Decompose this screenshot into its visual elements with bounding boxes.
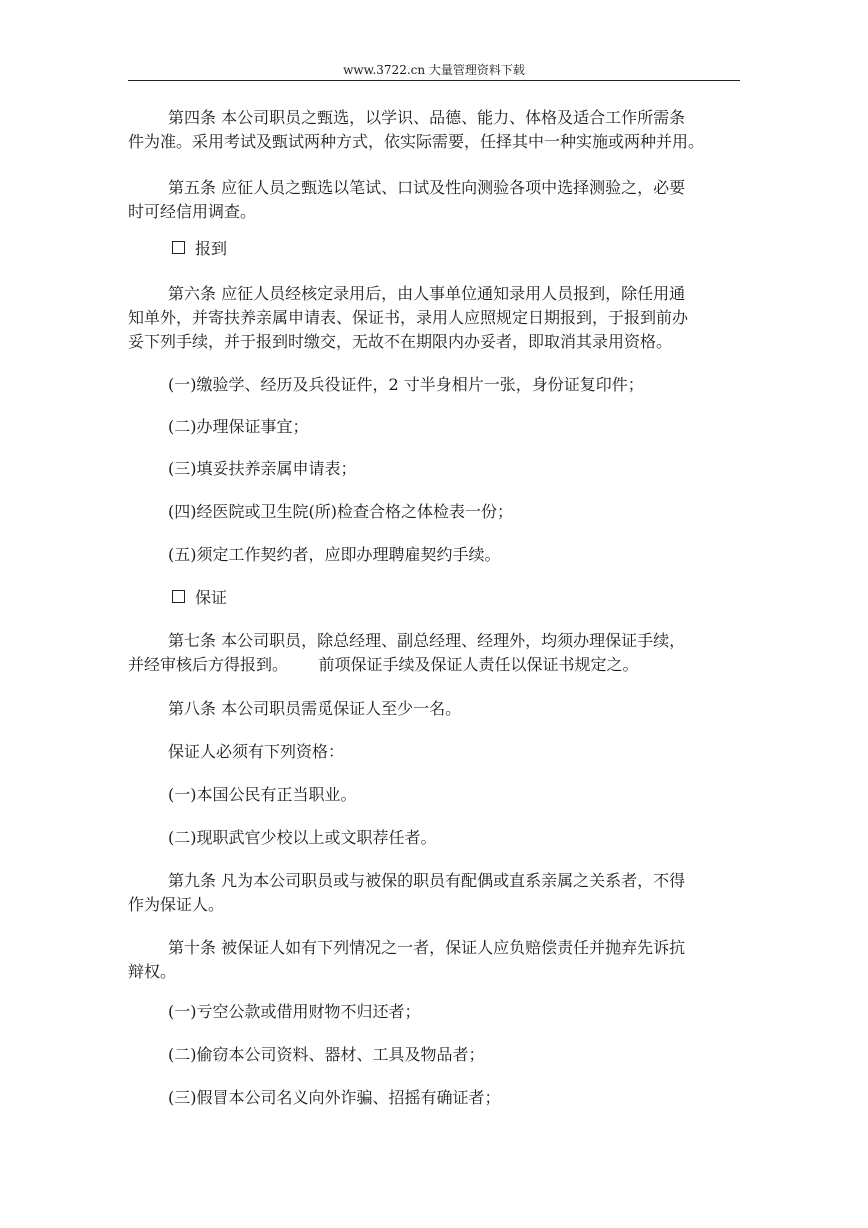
page-header: www.3722.cn 大量管理资料下载 bbox=[343, 63, 525, 77]
article-10-line-2: 辩权。 bbox=[128, 962, 177, 981]
article-10 bbox=[128, 936, 780, 984]
article-6-item-3: (三)填妥扶养亲属申请表； bbox=[168, 459, 357, 478]
article-6-item-5: (五)须定工作契约者，应即办理聘雇契约手续。 bbox=[168, 545, 501, 564]
article-5-line-2: 时可经信用调查。 bbox=[128, 202, 257, 221]
article-10-item-1: (一)亏空公款或借用财物不归还者； bbox=[168, 1002, 421, 1021]
section-report bbox=[172, 237, 227, 261]
article-6 bbox=[128, 282, 780, 354]
article-8: 第八条 本公司职员需觅保证人至少一名。 bbox=[168, 699, 462, 718]
section-guarantee bbox=[172, 586, 227, 610]
article-6-line-2: 知单外，并寄扶养亲属申请表、保证书，录用人应照规定日期报到，于报到前办 bbox=[128, 308, 689, 327]
article-4 bbox=[128, 106, 780, 154]
article-10-item-2: (二)偷窃本公司资料、器材、工具及物品者； bbox=[168, 1045, 485, 1064]
article-4-line-2: 件为准。采用考试及甄试两种方式，依实际需要，任择其中一种实施或两种并用。 bbox=[128, 132, 705, 151]
article-5 bbox=[128, 176, 780, 224]
checkbox-icon bbox=[172, 241, 185, 254]
checkbox-icon bbox=[172, 590, 185, 603]
header-divider bbox=[128, 80, 740, 81]
article-6-item-2: (二)办理保证事宜； bbox=[168, 417, 309, 436]
article-6-item-4: (四)经医院或卫生院(所)检查合格之体检表一份； bbox=[168, 502, 513, 521]
article-6-line-3: 妥下列手续，并于报到时缴交，无故不在期限内办妥者，即取消其录用资格。 bbox=[128, 332, 673, 351]
article-6-line-1: 第六条 应征人员经核定录用后，由人事单位通知录用人员报到，除任用通 bbox=[168, 284, 686, 303]
article-5-line-1: 第五条 应征人员之甄选以笔试、口试及性向测验各项中选择测验之，必要 bbox=[168, 178, 686, 197]
requirement-2: (二)现职武官少校以上或文职荐任者。 bbox=[168, 828, 437, 847]
article-7 bbox=[128, 629, 780, 677]
requirement-1: (一)本国公民有正当职业。 bbox=[168, 785, 357, 804]
section-report-label: 报到 bbox=[195, 239, 228, 258]
article-10-line-1: 第十条 被保证人如有下列情况之一者，保证人应负赔偿责任并抛弃先诉抗 bbox=[168, 938, 686, 957]
article-10-item-3: (三)假冒本公司名义向外诈骗、招摇有确证者； bbox=[168, 1088, 501, 1107]
article-9 bbox=[128, 869, 780, 917]
section-guarantee-label: 保证 bbox=[195, 588, 228, 607]
article-9-line-1: 第九条 凡为本公司职员或与被保的职员有配偶或直系亲属之关系者，不得 bbox=[168, 871, 686, 890]
article-7-line-1: 第七条 本公司职员，除总经理、副总经理、经理外，均须办理保证手续， bbox=[168, 631, 686, 650]
article-6-item-1: (一)缴验学、经历及兵役证件，2 寸半身相片一张，身份证复印件； bbox=[168, 375, 644, 394]
article-9-line-2: 作为保证人。 bbox=[128, 895, 225, 914]
article-7-line-2: 并经审核后方得报到。 前项保证手续及保证人责任以保证书规定之。 bbox=[128, 655, 639, 674]
article-4-line-1: 第四条 本公司职员之甄选，以学识、品德、能力、体格及适合工作所需条 bbox=[168, 108, 686, 127]
guarantor-requirements-title: 保证人必须有下列资格： bbox=[168, 742, 345, 761]
